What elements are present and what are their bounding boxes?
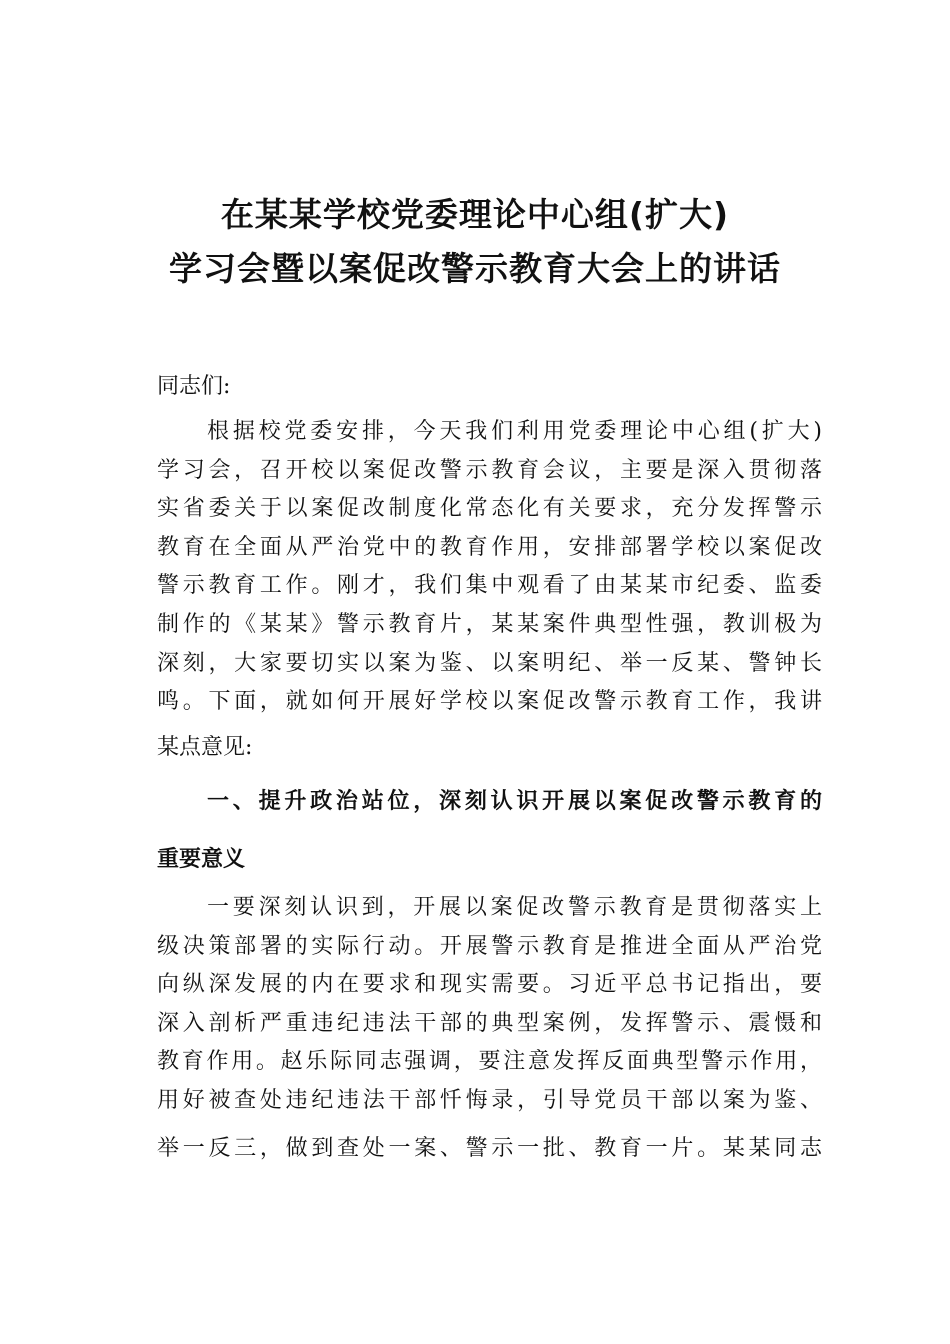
salutation-text: 同志们: [157,374,231,399]
paragraph-line: 根据校党委安排，今天我们利用党委理论中心组(扩大) [207,419,822,444]
paragraph-line: 教育作用。赵乐际同志强调，要注意发挥反面典型警示作用， [157,1049,822,1075]
heading-line: 一、提升政治站位，深刻认识开展以案促改警示教育的 [207,789,822,814]
paragraph-line: 学习会，召开校以案促改警示教育会议，主要是深入贯彻落 [157,457,822,483]
document-title [0,188,950,296]
paragraph-line: 向纵深发展的内在要求和现实需要。习近平总书记指出，要 [157,972,822,998]
paragraph-line: 级决策部署的实际行动。开展警示教育是推进全面从严治党 [157,933,822,959]
paragraph-line: 实省委关于以案促改制度化常态化有关要求，充分发挥警示 [157,496,822,522]
paragraph-line: 制作的《某某》警示教育片，某某案件典型性强，教训极为 [157,611,822,637]
paragraph-section-1 [157,889,822,1168]
paragraph-line: 教育在全面从严治党中的教育作用，安排部署学校以案促改 [157,534,822,560]
title-line-1: 在某某学校党委理论中心组(扩大) [220,195,730,234]
title-line-2: 学习会暨以案促改警示教育大会上的讲话 [169,249,781,288]
salutation [157,368,822,407]
paragraph-line: 一要深刻认识到，开展以案促改警示教育是贯彻落实上 [207,895,822,920]
paragraph-line: 用好被查处违纪违法干部忏悔录，引导党员干部以案为鉴、 [157,1087,822,1113]
paragraph-intro [157,413,822,767]
paragraph-line: 警示教育工作。刚才，我们集中观看了由某某市纪委、监委 [157,573,822,599]
paragraph-line: 深刻，大家要切实以案为鉴、以案明纪、举一反某、警钟长 [157,650,822,676]
section-heading-1 [157,782,822,880]
paragraph-line: 深入剖析严重违纪违法干部的典型案例，发挥警示、震慑和 [157,1010,822,1036]
paragraph-line: 鸣。下面，就如何开展好学校以案促改警示教育工作，我讲 [157,689,822,715]
paragraph-line: 某点意见: [157,734,253,760]
paragraph-line: 举一反三，做到查处一案、警示一批、教育一片。某某同志 [157,1135,822,1161]
heading-line: 重要意义 [157,847,246,872]
